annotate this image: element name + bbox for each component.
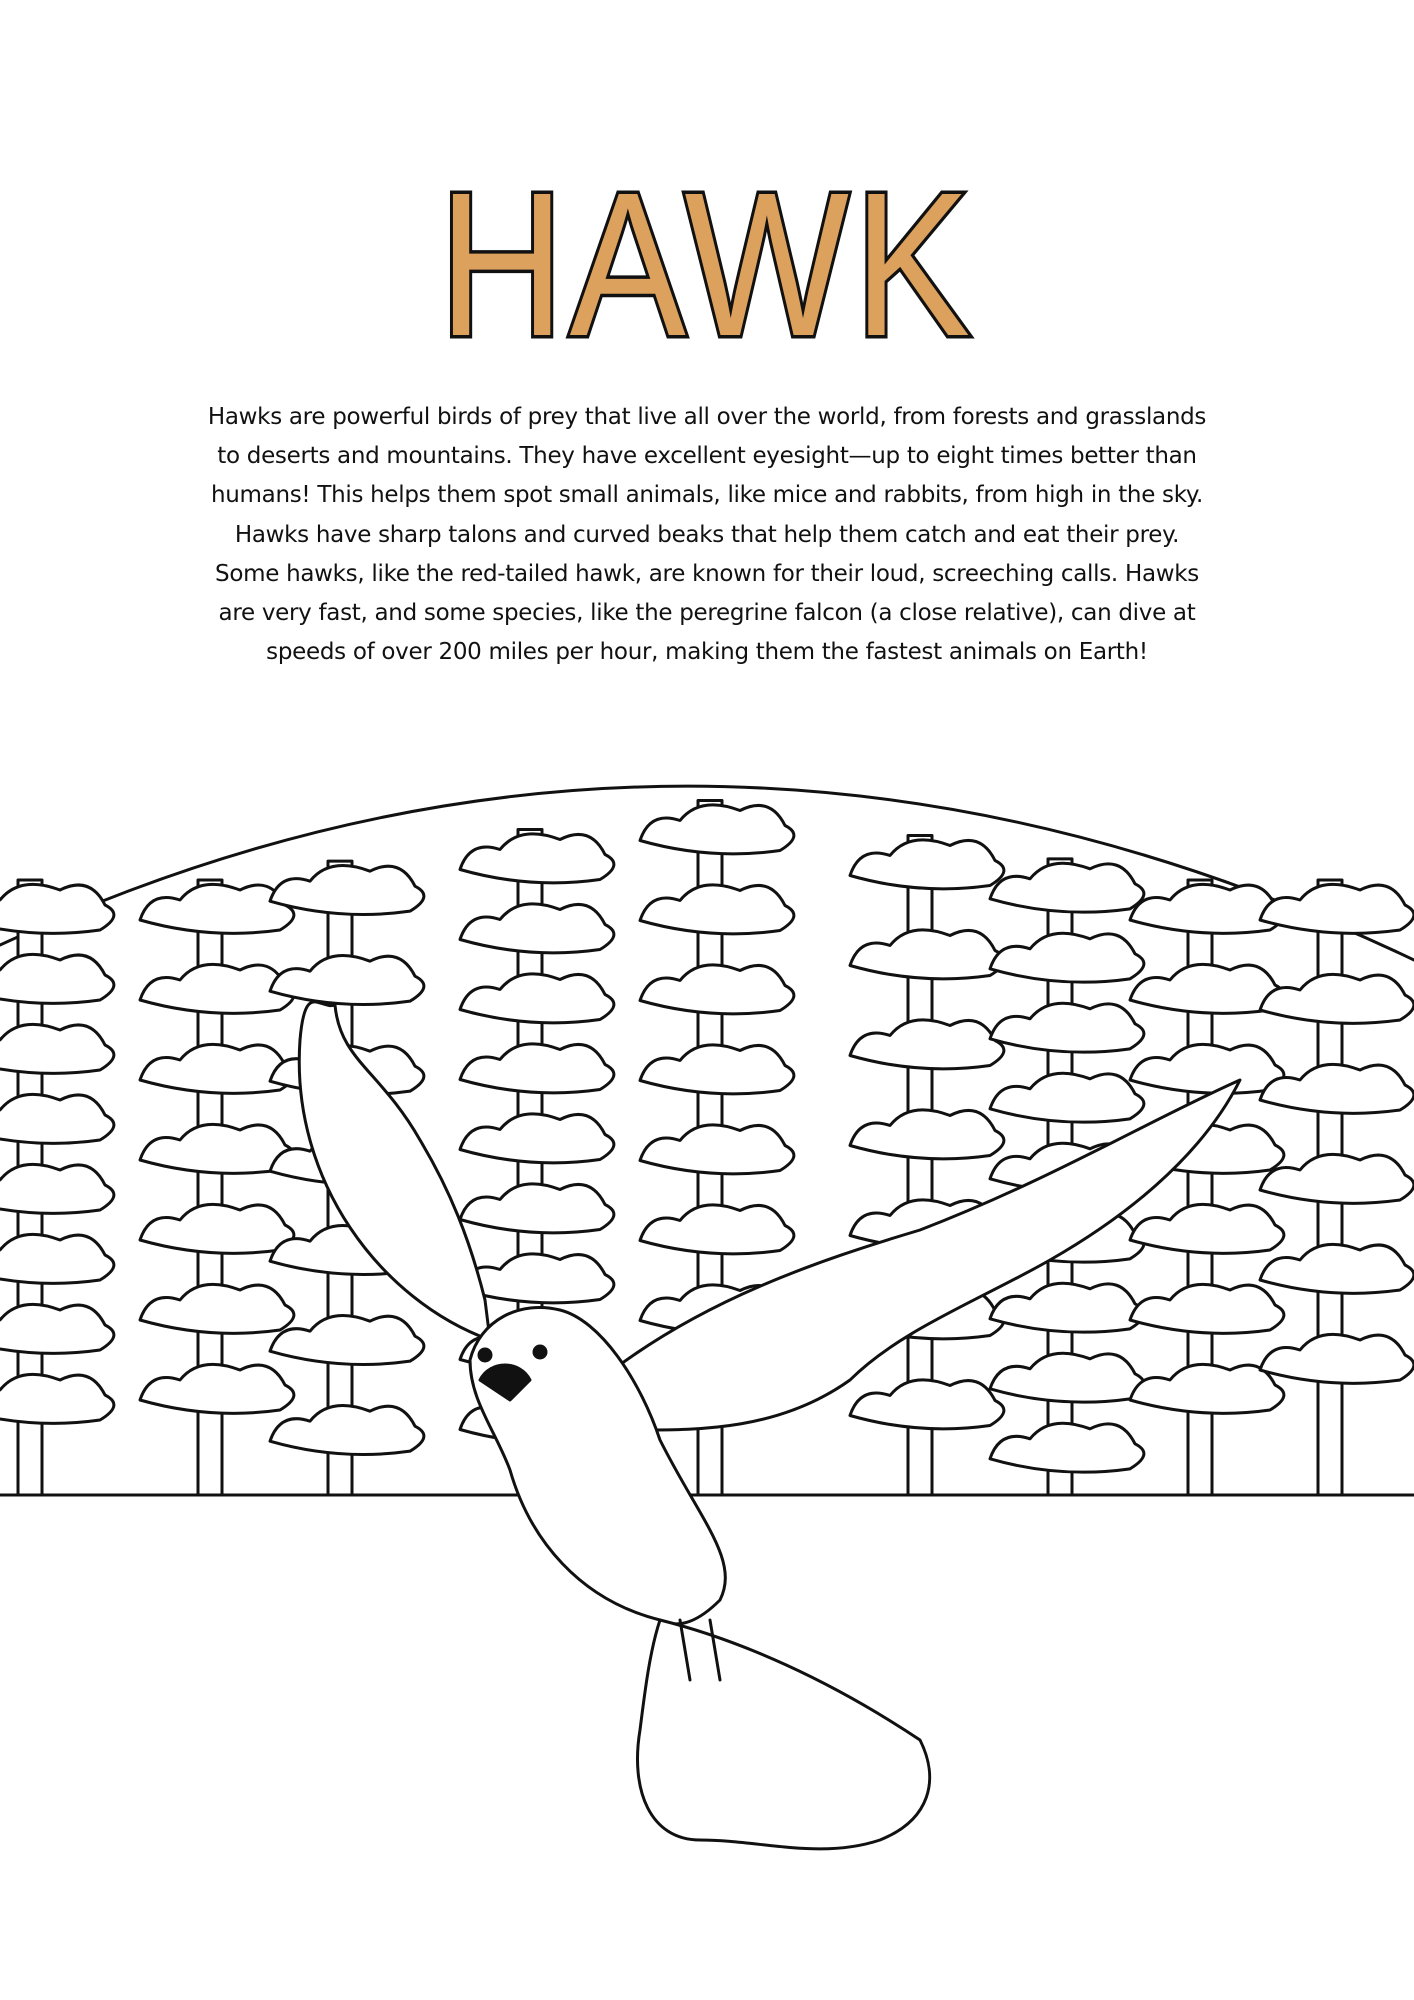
- tree: [1260, 880, 1414, 1495]
- description-line: speeds of over 200 miles per hour, making them the fastest animals on Earth!: [266, 639, 1148, 666]
- description: [150, 398, 1264, 672]
- description-line: Hawks have sharp talons and curved beaks that help them catch and eat their prey.: [234, 521, 1180, 548]
- hawk-coloring-illustration: [0, 740, 1414, 1880]
- description-line: are very fast, and some species, like the peregrine falcon (a close relative), can dive at: [218, 600, 1196, 627]
- description-line: humans! This helps them spot small animals, like mice and rabbits, from high in the sky.: [211, 482, 1203, 509]
- description-line: Hawks are powerful birds of prey that live all over the world, from forests and grasslands: [207, 404, 1207, 430]
- tree: [0, 880, 114, 1495]
- description-line: to deserts and mountains. They have excellent eyesight—up to eight times better than: [217, 443, 1197, 470]
- tree: [850, 836, 1004, 1496]
- tree: [140, 880, 294, 1495]
- page-title: HAWK: [438, 150, 976, 379]
- description-line: Some hawks, like the red-tailed hawk, are known for their loud, screeching calls. Hawks: [215, 560, 1199, 587]
